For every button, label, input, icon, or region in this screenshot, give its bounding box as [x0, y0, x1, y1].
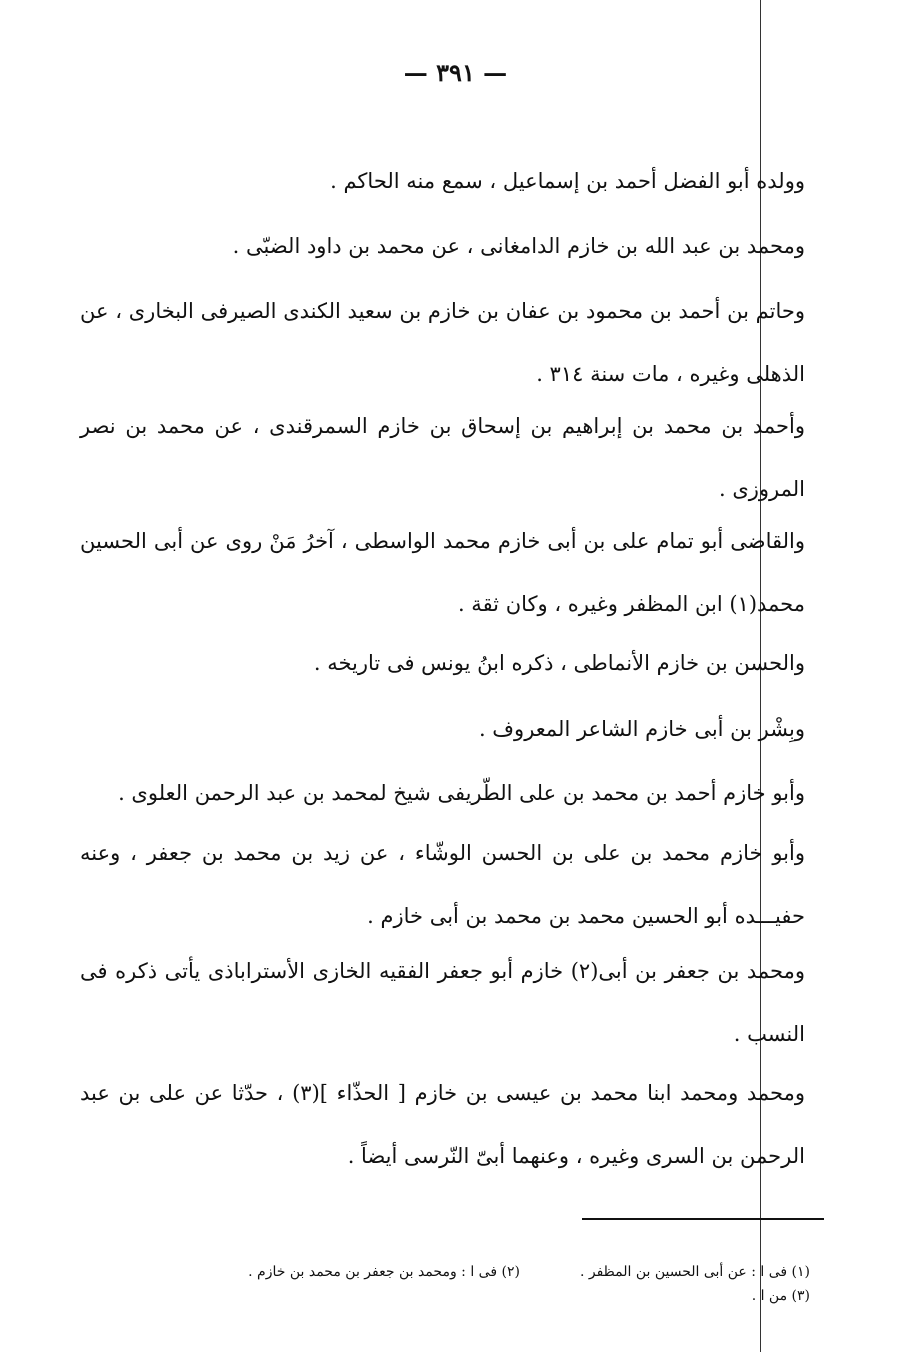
paragraph: ومحمد ومحمد ابنا محمد بن عيسى بن خازم [ الحذّاء ](٣) ، حدّثا عن على بن عبد الرحمن بن السرى وغيره ، وعنهما أبىّ النّرسى أيضاً . [80, 1081, 805, 1168]
footnote-1: (١) فى ا : عن أبى الحسين بن المظفر . [579, 1264, 810, 1280]
footnote-2: (٢) فى ا : ومحمد بن جعفر بن محمد بن خازم . [248, 1264, 520, 1280]
footnotes [150, 1260, 810, 1308]
paragraph: والقاضى أبو تمام على بن أبى خازم محمد الواسطى ، آخرُ مَنْ روى عن أبى الحسين محمد(١) ابن المظفر وغيره ، وكان ثقة . [80, 529, 805, 616]
paragraph: وأحمد بن محمد بن إبراهيم بن إسحاق بن خازم السمرقندى ، عن محمد بن نصر المروزى . [80, 414, 805, 501]
page-number: — ٣٩١ — [403, 58, 508, 87]
paragraph: وولده أبو الفضل أحمد بن إسماعيل ، سمع منه الحاكم . [330, 169, 805, 193]
paragraph: ومحمد بن جعفر بن أبى(٢) خازم أبو جعفر الفقيه الخازى الأستراباذى يأتى ذكره فى النسب . [80, 959, 805, 1046]
paragraph: ومحمد بن عبد الله بن خازم الدامغانى ، عن محمد بن داود الضبّى . [232, 234, 805, 258]
paragraph: والحسن بن خازم الأنماطى ، ذكره ابنُ يونس فى تاريخه . [313, 651, 805, 675]
paragraph: وأبو خازم محمد بن على بن الحسن الوشّاء ، عن زيد بن محمد بن جعفر ، وعنه حفيـــده أبو الحسين محمد بن محمد بن أبى خازم . [80, 841, 805, 928]
paragraph: وأبو خازم أحمد بن محمد بن على الطّريفى شيخ لمحمد بن عبد الرحمن العلوى . [118, 781, 805, 805]
footnote-3: (٣) من ا . [751, 1288, 810, 1304]
footnote-divider [582, 1218, 824, 1220]
paragraph: وبِشْر بن أبى خازم الشاعر المعروف . [478, 717, 805, 741]
footnote-line [150, 1284, 810, 1308]
paragraph: وحاتم بن أحمد بن محمود بن عفان بن خازم بن سعيد الكندى الصيرفى البخارى ، عن الذهلى وغيره ، مات سنة ٣١٤ . [80, 299, 805, 386]
footnote-line [150, 1260, 810, 1284]
